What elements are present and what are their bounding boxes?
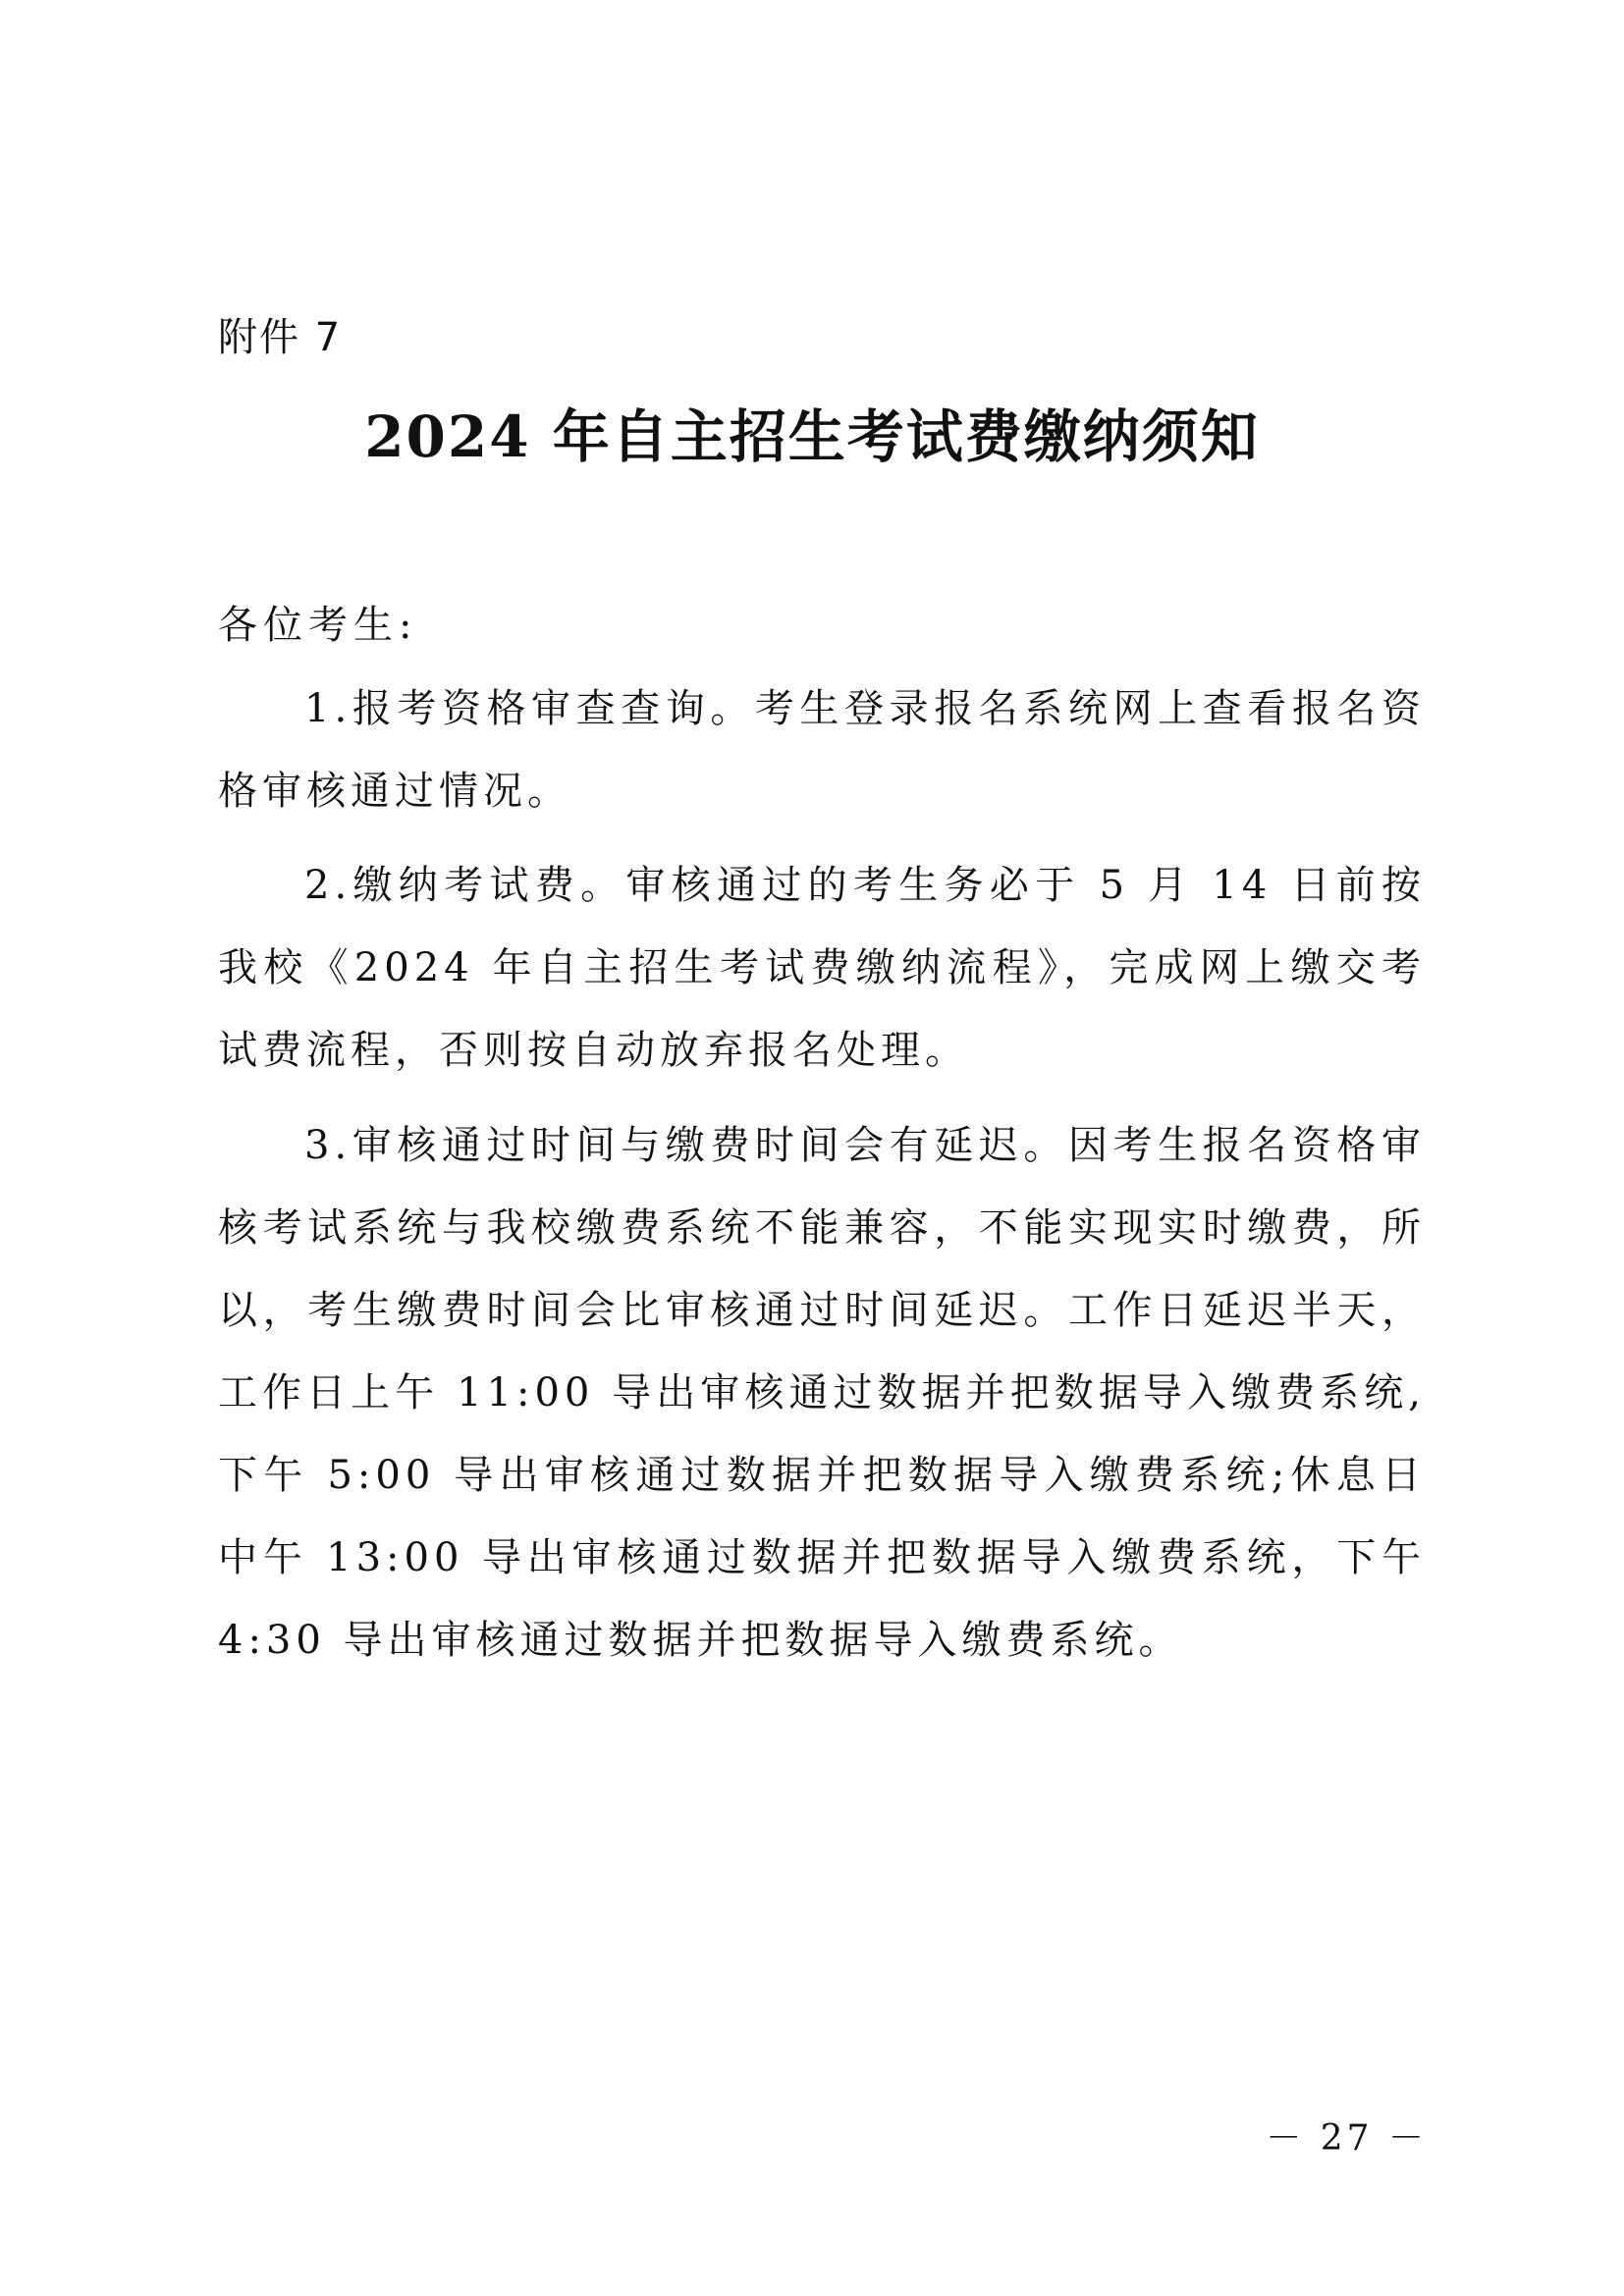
paragraph-1: 1.报考资格审查查询。考生登录报名系统网上查看报名资格审核通过情况。 — [218, 686, 1426, 814]
paragraph-3: 3.审核通过时间与缴费时间会有延迟。因考生报名资格审核考试系统与我校缴费系统不能兼容，不能实现实时缴费，所以，考生缴费时间会比审核通过时间延迟。工作日延迟半天，工作日上午 11:00 导出审核通过数据并把数据导入缴费系统,下午 5:00 导出审核通过数据并把数据导入缴费系统;休息日中午 13:00 导出审核通过数据并把数据导入缴费系统，下午 4:30 导出审核通过数据并把数据导入缴费系统。 — [218, 1123, 1426, 1663]
page-number: － 27 － — [1266, 2118, 1428, 2159]
paragraph-2: 2.缴纳考试费。审核通过的考生务必于 5 月 14 日前按我校《2024 年自主招生考试费缴纳流程》，完成网上缴交考试费流程，否则按自动放弃报名处理。 — [218, 863, 1426, 1073]
document-title: 2024 年自主招生考试费缴纳须知 — [364, 403, 1260, 470]
attachment-label: 附件 7 — [218, 315, 343, 360]
greeting: 各位考生: — [218, 603, 418, 648]
